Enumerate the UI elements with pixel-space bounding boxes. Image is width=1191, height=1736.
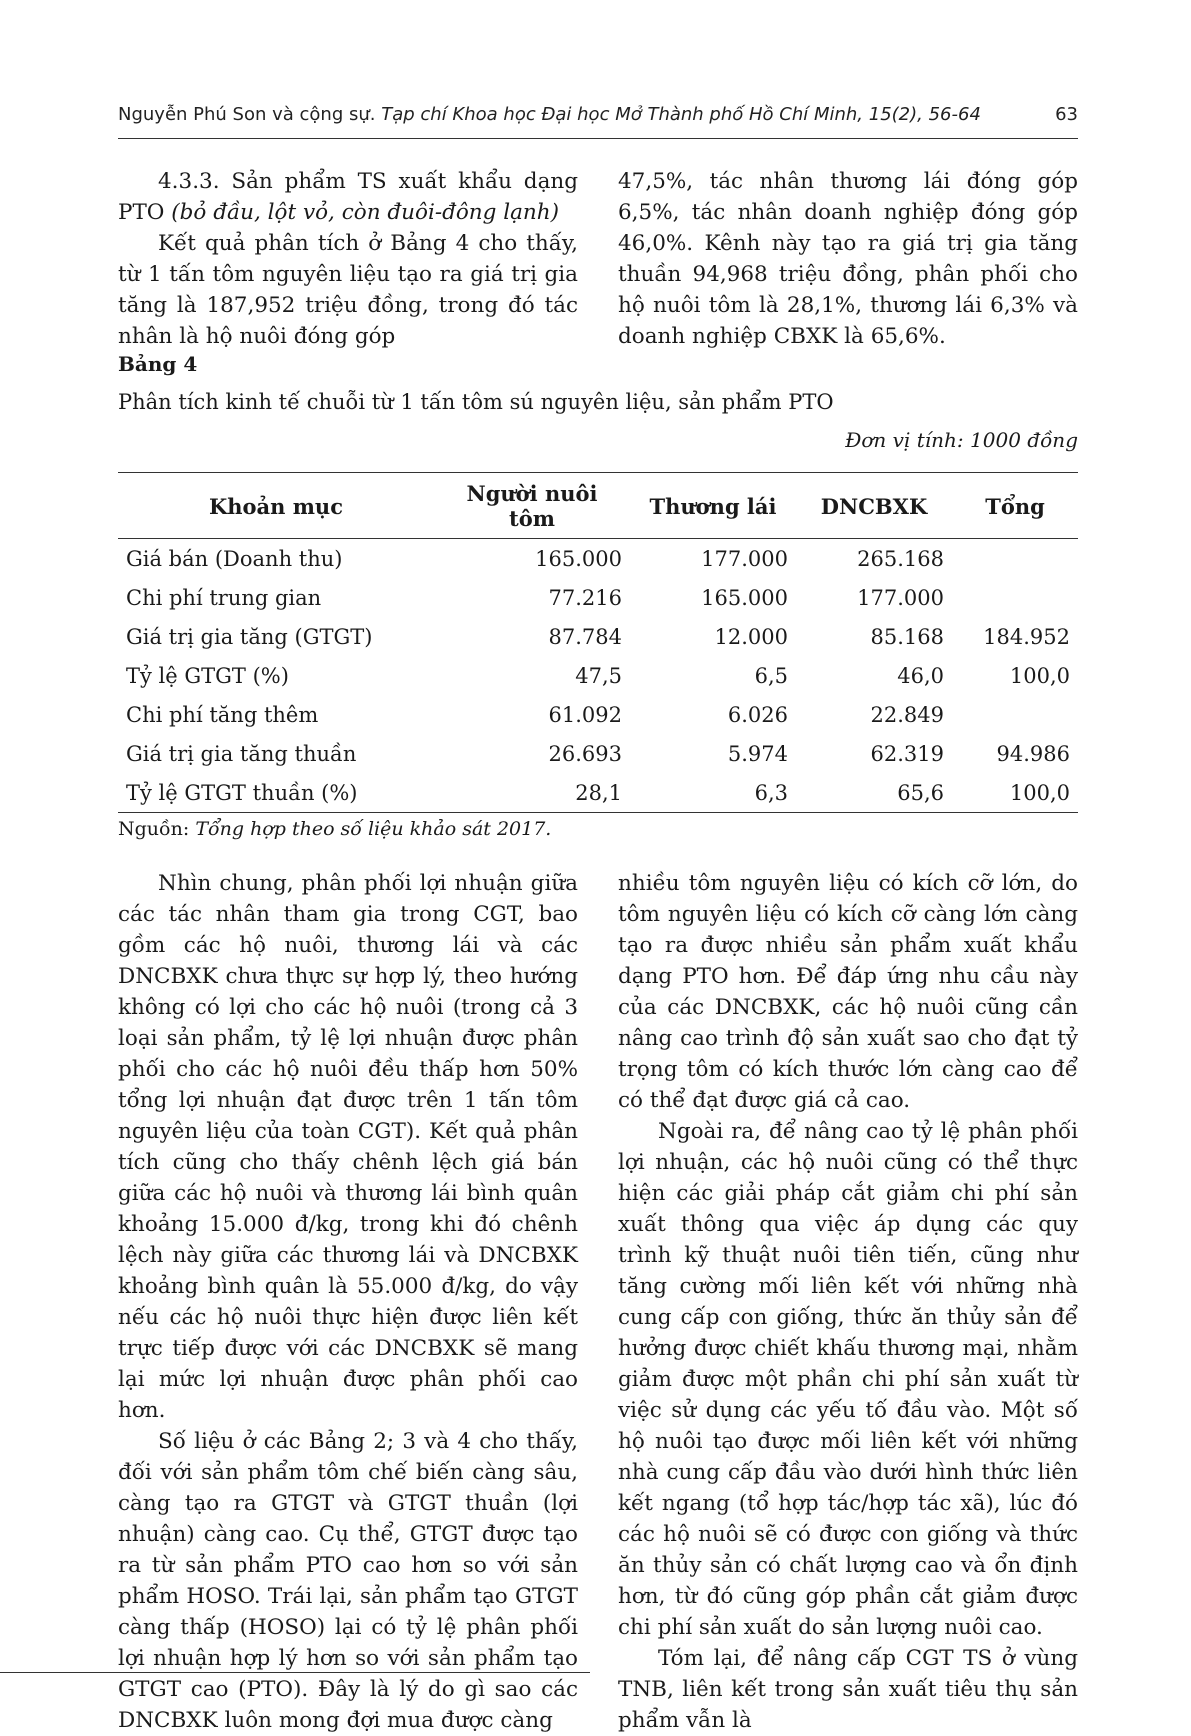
table-row [118,695,1078,734]
table-cell-farmer: 47,5 [575,663,622,688]
header-cell-trader: Thương lái [630,473,796,539]
table-cell-total: 100,0 [1009,663,1070,688]
header-cell-farmer: Người nuôi tôm [434,473,630,539]
source-text: Tổng hợp theo số liệu khảo sát 2017. [195,818,552,840]
intro-right-column [618,166,1078,352]
body-paragraph: nhiều tôm nguyên liệu có kích cỡ lớn, do tôm nguyên liệu có kích cỡ càng lớn càng tạo ra được nhiều sản phẩm xuất khẩu dạng PTO hơn. Để đáp ứng nhu cầu này của các DNCBXK, các hộ nuôi cũng cần nâng cao trình độ sản xuất sao cho đạt tỷ trọng tôm có kích thước lớn càng cao để có thể đạt được giá cả cao. [618,871,1078,1113]
table-cell-total: 100,0 [952,773,1078,813]
source-label: Nguồn: [118,818,190,840]
table-cell-total [952,578,1078,617]
table-cell-farmer: 165.000 [535,546,622,571]
header-cell-exporter: DNCBXK [796,473,952,539]
table-cell-farmer: 26.693 [548,741,622,766]
table-header-row [118,473,1078,539]
running-head-authors: Nguyễn Phú Son và cộng sự. [118,104,376,125]
body-paragraph: Tóm lại, để nâng cấp CGT TS ở vùng TNB, liên kết trong sản xuất tiêu thụ sản phẩm vẫn là [618,1646,1078,1733]
table-row [118,656,1078,695]
table-cell-exporter: 65,6 [796,773,952,813]
running-head-journal: Tạp chí Khoa học Đại học Mở Thành phố Hồ Chí Minh, 15(2), 56-64 [381,104,981,125]
header-cell-item: Khoản mục [118,473,434,539]
table-cell-item: Chi phí tăng thêm [126,702,319,727]
table-cell-trader: 5.974 [727,741,788,766]
table-cell-item: Tỷ lệ GTGT (%) [126,663,289,688]
table-source-note [118,818,551,840]
bottom-rule [0,1672,590,1673]
table-cell-trader: 165.000 [701,585,788,610]
table-cell-trader: 6.026 [727,702,788,727]
page-number: 63 [1055,104,1078,125]
section-heading-paren: (bỏ đầu, lột vỏ, còn đuôi-đông lạnh) [171,200,560,225]
table-cell-trader: 12.000 [714,624,788,649]
table-cell-item: Tỷ lệ GTGT thuần (%) [118,773,434,813]
intro-paragraph-left: Kết quả phân tích ở Bảng 4 cho thấy, từ 1 tấn tôm nguyên liệu tạo ra giá trị gia tăng là 187,952 triệu đồng, trong đó tác nhân là hộ nuôi đóng góp [118,231,578,349]
table-cell-trader: 6,5 [754,663,788,688]
table-row [118,578,1078,617]
table-cell-exporter: 85.168 [870,624,944,649]
section-heading-number: 4.3.3. [158,169,220,194]
value-chain-table [118,472,1078,813]
table-cell-item: Giá trị gia tăng (GTGT) [126,624,373,649]
table-title: Phân tích kinh tế chuỗi từ 1 tấn tôm sú nguyên liệu, sản phẩm PTO [118,390,834,414]
table-cell-total [952,539,1078,579]
table-row [118,539,1078,579]
table-unit: Đơn vị tính: 1000 đồng [845,428,1078,452]
header-rule [118,138,1078,139]
table-cell-farmer: 28,1 [434,773,630,813]
table-cell-farmer: 87.784 [548,624,622,649]
section-heading [118,166,578,228]
table-cell-total: 184.952 [983,624,1070,649]
table-row [118,617,1078,656]
body-paragraph: Số liệu ở các Bảng 2; 3 và 4 cho thấy, đối với sản phẩm tôm chế biến càng sâu, càng tạo ra GTGT và GTGT thuần (lợi nhuận) càng cao. Cụ thể, GTGT được tạo ra từ sản phẩm PTO cao hơn so với sản phẩm HOSO. Trái lại, sản phẩm tạo GTGT càng thấp (HOSO) lại có tỷ lệ phân phối lợi nhuận hợp lý hơn so với sản phẩm tạo GTGT cao (PTO). Đây là lý do gì sao các DNCBXK luôn mong đợi mua được càng [118,1429,578,1733]
table-cell-exporter: 22.849 [870,702,944,727]
table-cell-farmer: 77.216 [548,585,622,610]
table-row [118,734,1078,773]
body-right-column [618,868,1078,1736]
body-paragraph: Nhìn chung, phân phối lợi nhuận giữa các tác nhân tham gia trong CGT, bao gồm các hộ nuôi, thương lái và các DNCBXK chưa thực sự hợp lý, theo hướng không có lợi cho các hộ nuôi (trong cả 3 loại sản phẩm, tỷ lệ lợi nhuận được phân phối cho các hộ nuôi đều thấp hơn 50% tổng lợi nhuận đạt được trên 1 tấn tôm nguyên liệu của toàn CGT). Kết quả phân tích cũng cho thấy chênh lệch giá bán giữa các hộ nuôi và thương lái bình quân khoảng 15.000 đ/kg, trong khi đó chênh lệch này giữa các thương lái và DNCBXK khoảng bình quân là 55.000 đ/kg, do vậy nếu các hộ nuôi thực hiện được liên kết trực tiếp được với các DNCBXK sẽ mang lại mức lợi nhuận được phân phối cao hơn. [118,871,578,1423]
table-cell-exporter: 265.168 [857,546,944,571]
running-head-citation [118,104,981,125]
running-head [118,104,1078,125]
table-cell-item: Giá bán (Doanh thu) [126,546,343,571]
body-left-column [118,868,578,1736]
header-cell-total: Tổng [952,473,1078,539]
table-cell-item: Chi phí trung gian [126,585,322,610]
body-paragraph: Ngoài ra, để nâng cao tỷ lệ phân phối lợi nhuận, các hộ nuôi cũng có thể thực hiện các giải pháp cắt giảm chi phí sản xuất thông qua việc áp dụng các quy trình kỹ thuật nuôi tiên tiến, cũng như tăng cường mối liên kết với những nhà cung cấp con giống, thức ăn thủy sản để hưởng được chiết khấu thương mại, nhằm giảm được một phần chi phí sản xuất từ việc sử dụng các yếu tố đầu vào. Một số hộ nuôi tạo được mối liên kết với những nhà cung cấp đầu vào dưới hình thức liên kết ngang (tổ hợp tác/hợp tác xã), lúc đó các hộ nuôi sẽ có được con giống và thức ăn thủy sản có chất lượng cao và ổn định hơn, từ đó cũng góp phần cắt giảm được chi phí sản xuất do sản lượng nuôi cao. [618,1119,1078,1640]
table-row [118,773,1078,813]
table-cell-trader: 6,3 [630,773,796,813]
table-cell-total: 94.986 [996,741,1070,766]
intro-paragraph-right: 47,5%, tác nhân thương lái đóng góp 6,5%, tác nhân doanh nghiệp đóng góp 46,0%. Kênh này tạo ra giá trị gia tăng thuần 94,968 triệu đồng, phân phối cho hộ nuôi tôm là 28,1%, thương lái 6,3% và doanh nghiệp CBXK là 65,6%. [618,169,1078,349]
table-cell-exporter: 62.319 [870,741,944,766]
table-cell-exporter: 177.000 [857,585,944,610]
table-cell-item: Giá trị gia tăng thuần [126,741,357,766]
intro-left-column [118,166,578,352]
section-heading-text: Sản phẩm TS xuất khẩu dạng PTO [118,169,578,225]
table-cell-farmer: 61.092 [548,702,622,727]
table-cell-total [952,695,1078,734]
table-label: Bảng 4 [118,352,198,376]
table-cell-trader: 177.000 [701,546,788,571]
table-cell-exporter: 46,0 [897,663,944,688]
